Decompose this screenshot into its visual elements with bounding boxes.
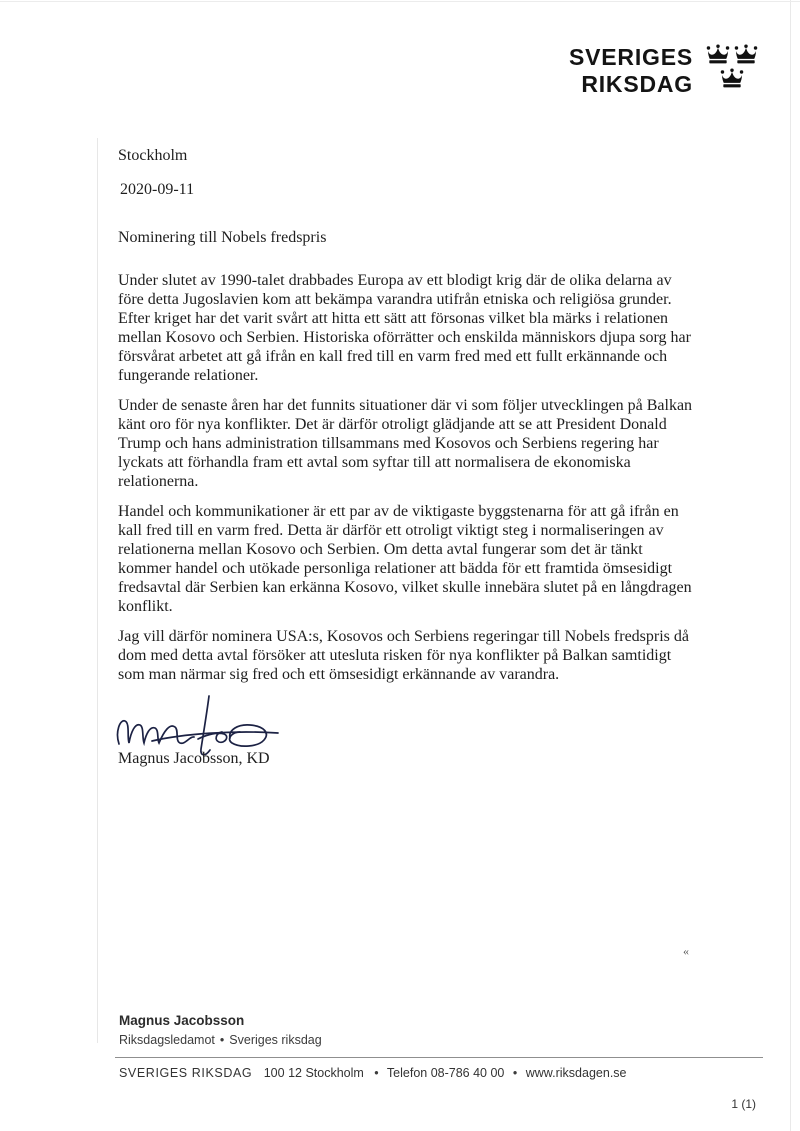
crown-icon xyxy=(705,44,731,65)
bullet-separator: • xyxy=(219,1033,225,1047)
crown-icon xyxy=(719,68,745,89)
footer-divider xyxy=(115,1057,763,1058)
bullet-separator: • xyxy=(374,1066,379,1080)
wordmark-line2: RIKSDAG xyxy=(581,71,693,97)
scan-artifact-top-line xyxy=(0,1,800,2)
crown-icon xyxy=(733,44,759,65)
scan-artifact-mark: « xyxy=(683,944,689,958)
city-line: Stockholm xyxy=(118,147,188,164)
footer-org-line xyxy=(119,1066,627,1080)
paragraph-2: Under de senaste åren har det funnits situationer där vi som följer utvecklingen på Balkan känt oro för nya konflikter. Det är därför otroligt glädjande att se att President Donald Trump och hans administration tillsammans med Kosovos och Serbiens regering har lyckats att förhandla fram ett avtal som syftar till att normalisera de ekonomiska relationerna. xyxy=(118,397,693,490)
footer-sender-org: Sveriges riksdag xyxy=(229,1033,322,1047)
paragraph-1: Under slutet av 1990-talet drabbades Europa av ett blodigt krig där de olika delarna av före detta Jugoslavien kom att bekämpa varandra utifrån etniska och religiösa grunder. Efter kriget har det varit svårt att hitta ett sätt att försonas vilket bla märks i relationen mellan Kosovo och Serbien. Historiska oförrätter och enskilda människors djupa sorg har försvårat arbetet att gå ifrån en kall fred till en varm fred med ett fullt erkännande och fungerande relationer. xyxy=(118,272,691,384)
footer-website: www.riksdagen.se xyxy=(525,1066,627,1080)
footer-phone: Telefon 08-786 40 00 xyxy=(386,1066,505,1080)
signatory-name: Magnus Jacobsson, KD xyxy=(118,750,270,767)
paragraph-4: Jag vill därför nominera USA:s, Kosovos och Serbiens regeringar till Nobels fredspris då dom med detta avtal försöker att utesluta risken för nya konflikter på Balkan samtidigt som man närmar sig fred och ett ömsesidigt erkännande av varandra. xyxy=(118,628,689,683)
footer-sender xyxy=(119,1013,322,1047)
letterhead xyxy=(569,44,760,98)
scan-artifact-right-line xyxy=(790,0,791,1131)
riksdag-wordmark xyxy=(569,44,693,98)
wordmark-line1: SVERIGES xyxy=(569,44,693,70)
signature-block xyxy=(118,692,698,770)
subject-line: Nominering till Nobels fredspris xyxy=(118,229,327,246)
three-crowns-logo xyxy=(704,44,760,89)
footer-org-name: SVERIGES RIKSDAG xyxy=(119,1066,253,1080)
paragraph-3: Handel och kommunikationer är ett par av de viktigaste byggstenarna för att gå ifrån en kall fred till en varm fred. Detta är därför ett otroligt viktigt steg i normaliseringen av relationerna mellan Kosovo och Serbien. Om detta avtal fungerar som det är tänkt kommer handel och utökade personliga relationer att bädda för ett framtida ömsesidigt fredsavtal där Serbien kan erkänna Kosovo, vilket skulle innebära slutet på en långdragen konflikt. xyxy=(118,503,692,615)
page-number: 1 (1) xyxy=(731,1097,756,1111)
bullet-separator: • xyxy=(512,1066,518,1080)
letter-body xyxy=(118,146,698,770)
footer-sender-title: Riksdagsledamot xyxy=(119,1033,215,1047)
footer-address: 100 12 Stockholm xyxy=(263,1066,364,1080)
scan-artifact-left-line xyxy=(97,138,98,1043)
footer-sender-name: Magnus Jacobsson xyxy=(119,1013,245,1028)
footer-sender-role xyxy=(119,1033,322,1047)
date-line: 2020-09-11 xyxy=(120,181,195,198)
